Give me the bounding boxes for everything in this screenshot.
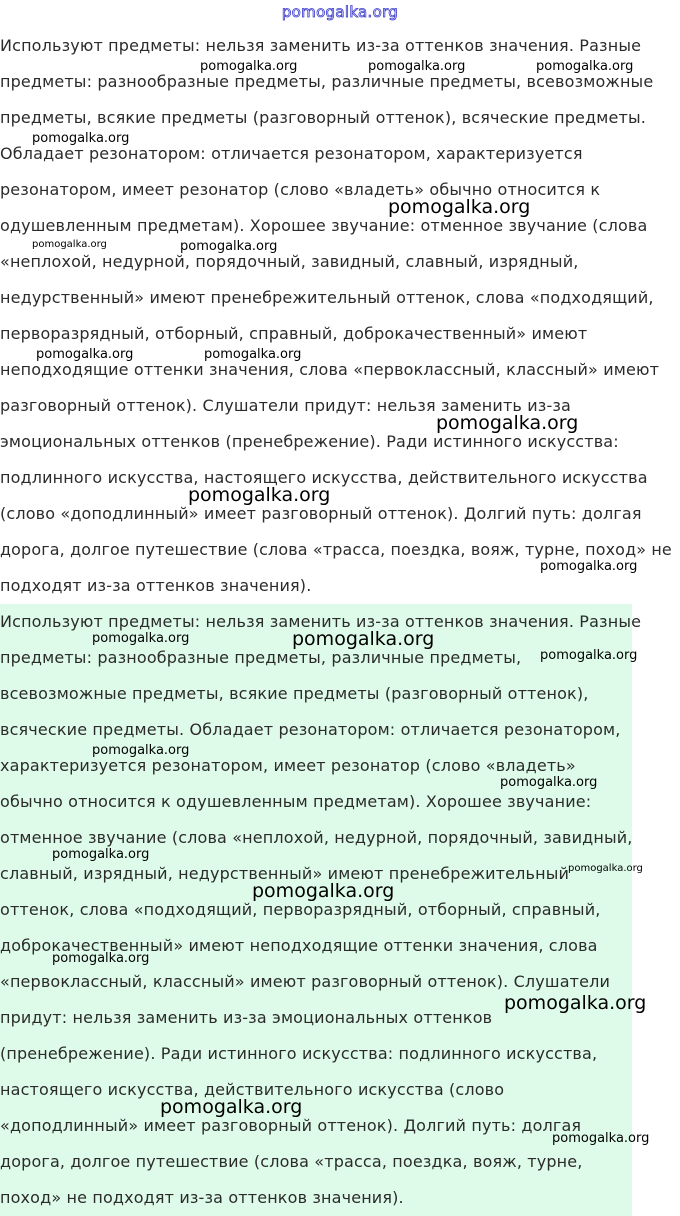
watermark: pomogalka.org [52,951,150,966]
watermark: pomogalka.org [160,1096,303,1118]
watermark: pomogalka.org [92,743,190,758]
block1-text-line: предметы: разнообразные предметы, различные предметы, всевозможные [0,72,654,91]
block2-text-line: «первоклассный, классный» имеют разговорный оттенок). Слушатели [0,972,611,991]
watermark: pomogalka.org [540,648,638,663]
watermark: pomogalka.org [32,131,130,146]
block2-text-line: Используют предметы: нельзя заменить из-за оттенков значения. Разные [0,612,642,631]
block2-text-line: всевозможные предметы, всякие предметы (разговорный оттенок), [0,684,589,703]
block1-text-line: подлинного искусства, настоящего искусства, действительного искусства [0,468,648,487]
watermark: pomogalka.org [388,196,531,218]
block2-text-line: всяческие предметы. Обладает резонатором: отличается резонатором, [0,720,621,739]
watermark: pomogalka.org [500,775,598,790]
block1-text-line: «неплохой, недурной, порядочный, завидный, славный, изрядный, [0,252,579,271]
watermark: pomogalka.org [540,559,638,574]
block2-text-line: отменное звучание (слова «неплохой, недурной, порядочный, завидный, [0,828,633,847]
block2-text-line: «доподлинный» имеет разговорный оттенок). Долгий путь: долгая [0,1116,582,1135]
watermark: pomogalka.org [568,863,643,874]
watermark: pomogalka.org [536,59,634,74]
watermark: pomogalka.org [188,484,331,506]
watermark: pomogalka.org [32,239,107,250]
watermark: pomogalka.org [52,847,150,862]
block1-text-line: дорога, долгое путешествие (слова «трасса, поездка, вояж, турне, поход» не [0,540,672,559]
block2-text-line: поход» не подходят из-за оттенков значения). [0,1188,404,1207]
watermark: pomogalka.org [292,628,435,650]
block2-text-line: дорога, долгое путешествие (слова «трасса, поездка, вояж, турне, [0,1152,583,1171]
block1-text-line: подходят из-за оттенков значения). [0,576,312,595]
block2-text-line: придут: нельзя заменить из-за эмоциональных оттенков [0,1008,493,1027]
block1-text-line: недурственный» имеют пренебрежительный оттенок, слова «подходящий, [0,288,654,307]
block2-text-line: предметы: разнообразные предметы, различные предметы, [0,648,522,667]
watermark: pomogalka.org [368,59,466,74]
block2-text-line: характеризуется резонатором, имеет резонатор (слово «владеть» [0,756,576,775]
block1-text-line: разговорный оттенок). Слушатели придут: нельзя заменить из-за [0,396,571,415]
watermark: pomogalka.org [252,880,395,902]
watermark: pomogalka.org [552,1131,650,1146]
watermark: pomogalka.org [436,412,579,434]
block1-text-line: Используют предметы: нельзя заменить из-за оттенков значения. Разные [0,36,642,55]
block1-text-line: неподходящие оттенки значения, слова «первоклассный, классный» имеют [0,360,660,379]
watermark: pomogalka.org [204,347,302,362]
block1-text-line: Обладает резонатором: отличается резонатором, характеризуется [0,144,583,163]
block2-text-line: настоящего искусства, действительного искусства (слово [0,1080,505,1099]
site-header-logo[interactable]: pomogalka.org [281,3,399,21]
block1-text-line: (слово «доподлинный» имеет разговорный оттенок). Долгий путь: долгая [0,504,642,523]
watermark: pomogalka.org [92,631,190,646]
watermark: pomogalka.org [200,59,298,74]
block1-text-line: перворазрядный, отборный, справный, доброкачественный» имеют [0,324,588,343]
block2-text-line: оттенок, слова «подходящий, перворазрядный, отборный, справный, [0,900,601,919]
block1-text-line: одушевленным предметам). Хорошее звучание: отменное звучание (слова [0,216,648,235]
block1-text-line: резонатором, имеет резонатор (слово «владеть» обычно относится к [0,180,601,199]
block2-text-line: (пренебрежение). Ради истинного искусства: подлинного искусства, [0,1044,598,1063]
block2-text-line: славный, изрядный, недурственный» имеют пренебрежительный [0,864,570,883]
block2-text-line: доброкачественный» имеют неподходящие оттенки значения, слова [0,936,598,955]
block2-text-line: обычно относится к одушевленным предметам). Хорошее звучание: [0,792,592,811]
block1-text-line: эмоциональных оттенков (пренебрежение). Ради истинного искусства: [0,432,619,451]
watermark: pomogalka.org [36,347,134,362]
watermark: pomogalka.org [504,992,647,1014]
watermark: pomogalka.org [180,239,278,254]
block1-text-line: предметы, всякие предметы (разговорный оттенок), всяческие предметы. [0,108,646,127]
